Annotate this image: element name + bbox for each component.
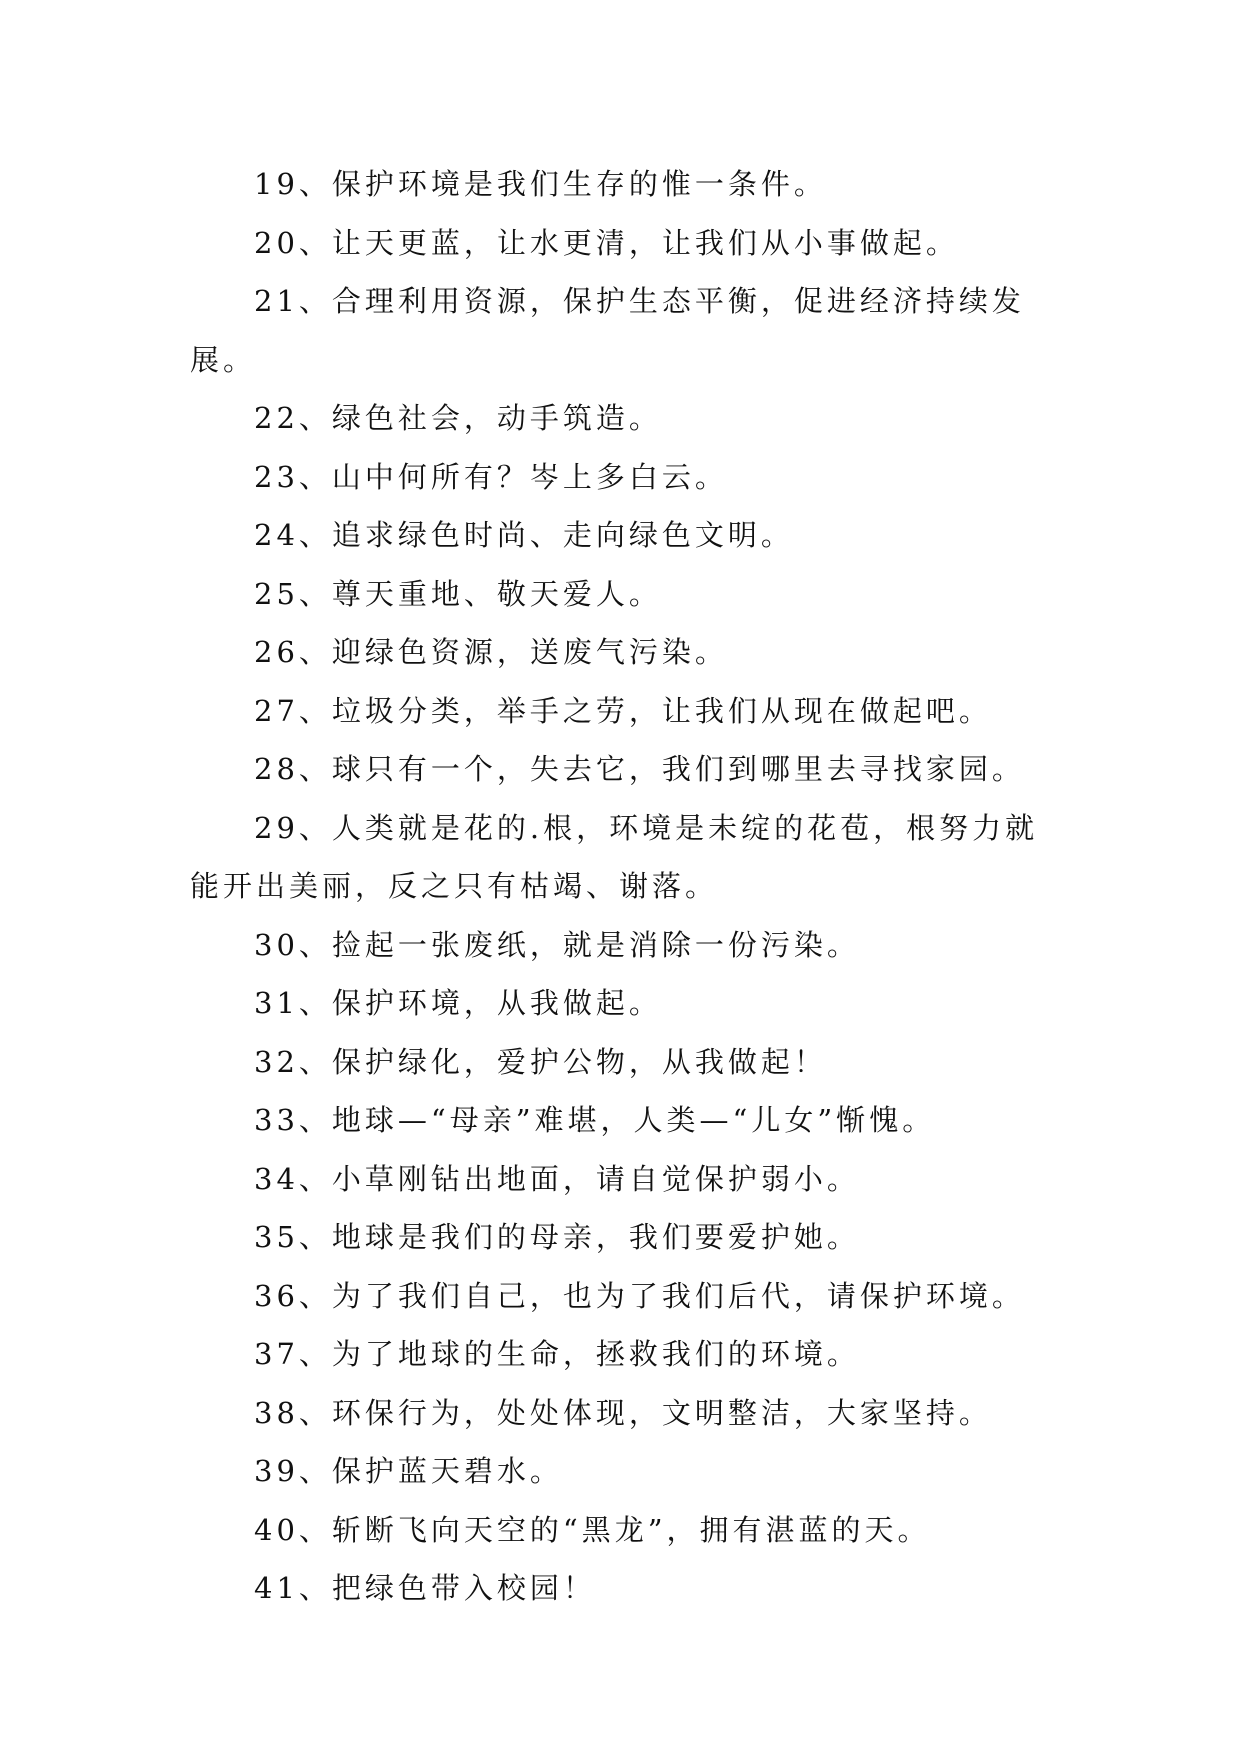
paragraph-37: 37、为了地球的生命，拯救我们的环境。 [254,1337,860,1371]
paragraph-33: 33、地球—“母亲”难堪，人类—“儿女”惭愧。 [254,1103,936,1137]
paragraph-40: 40、斩断飞向天空的“黑龙”，拥有湛蓝的天。 [254,1512,931,1547]
paragraph-22: 22、绿色社会，动手筑造。 [254,401,662,435]
paragraph-28: 28、球只有一个，失去它，我们到哪里去寻找家园。 [254,752,1025,786]
paragraph-30: 30、捡起一张废纸，就是消除一份污染。 [254,927,860,962]
paragraph-20: 20、让天更蓝，让水更清，让我们从小事做起。 [254,225,959,260]
paragraph-39: 39、保护蓝天碧水。 [254,1454,563,1488]
paragraph-32: 32、保护绿化，爱护公物，从我做起！ [254,1044,827,1079]
paragraph-19: 19、保护环境是我们生存的惟一条件。 [254,167,827,201]
paragraph-26: 26、迎绿色资源，送废气污染。 [254,635,728,669]
paragraph-29: 29、人类就是花的.根，环境是未绽的花苞，根努力就能开出美丽，反之只有枯竭、谢落。 [190,810,1039,903]
paragraph-25: 25、尊天重地、敬天爱人。 [254,576,662,611]
paragraph-36: 36、为了我们自己，也为了我们后代，请保护环境。 [254,1278,1025,1313]
paragraph-34: 34、小草刚钻出地面，请自觉保护弱小。 [254,1161,860,1196]
paragraph-41: 41、把绿色带入校园！ [254,1571,596,1605]
paragraph-24: 24、追求绿色时尚、走向绿色文明。 [254,518,794,552]
paragraph-31: 31、保护环境，从我做起。 [254,986,662,1020]
paragraph-38: 38、环保行为，处处体现，文明整洁，大家坚持。 [254,1395,992,1430]
document-body [190,155,1060,1618]
paragraph-21: 21、合理利用资源，保护生态平衡，促进经济持续发展。 [190,284,1025,377]
paragraph-23: 23、山中何所有？岑上多白云。 [254,459,728,494]
paragraph-35: 35、地球是我们的母亲，我们要爱护她。 [254,1220,860,1254]
paragraph-27: 27、垃圾分类，举手之劳，让我们从现在做起吧。 [254,693,992,728]
